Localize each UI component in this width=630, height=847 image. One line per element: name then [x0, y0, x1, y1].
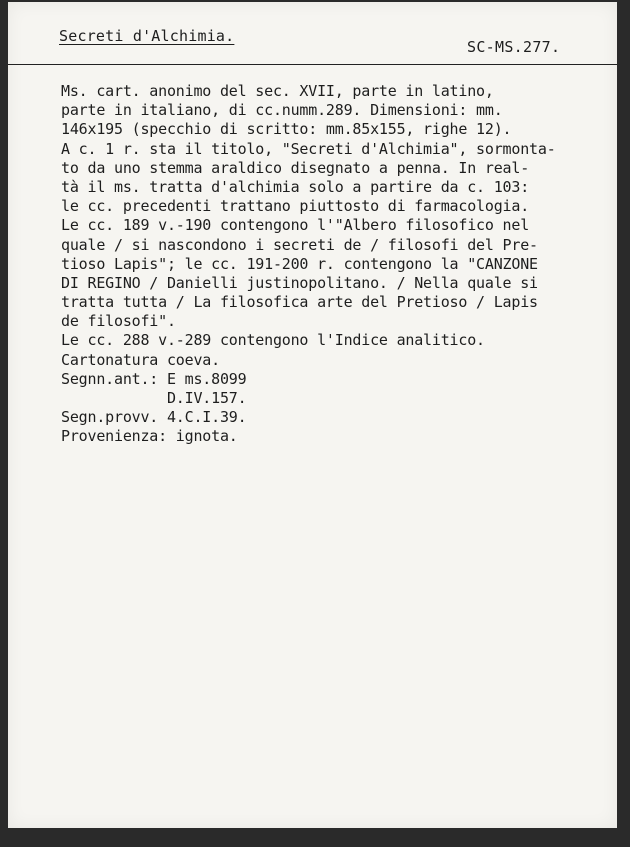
shelfmark: SC-MS.277. [467, 38, 561, 56]
description-line: Ms. cart. anonimo del sec. XVII, parte in latino, [61, 82, 494, 100]
description-line: Provenienza: ignota. [61, 427, 238, 446]
description-line: le cc. precedenti trattano piuttosto di farmacologia. [61, 197, 530, 216]
description-line: DI REGINO / Danielli justinopolitano. / Nella quale si [61, 273, 538, 292]
description-line: tratta tutta / La filosofica arte del Pretioso / Lapis [61, 293, 538, 312]
description-line: de filosofi". [61, 312, 176, 331]
description-line: to da uno stemma araldico disegnato a penna. In real- [61, 158, 530, 177]
description-line: Segnn.ant.: E ms.8099 [61, 369, 247, 388]
description-line: tà il ms. tratta d'alchimia solo a partire da c. 103: [61, 177, 530, 196]
description-line: Le cc. 288 v.-289 contengono l'Indice analitico. [61, 331, 485, 350]
description-line: A c. 1 r. sta il titolo, "Secreti d'Alchimia", sormonta- [61, 139, 556, 158]
description-line: quale / si nascondono i secreti de / filosofi del Pre- [61, 235, 538, 254]
catalog-card [8, 2, 617, 828]
description-line: Le cc. 189 v.-190 contengono l'"Albero filosofico nel [61, 216, 530, 235]
description-line: Cartonatura coeva. [61, 350, 220, 369]
description-line: tioso Lapis"; le cc. 191-200 r. contengono la "CANZONE [61, 254, 538, 273]
description-line: D.IV.157. [61, 389, 247, 407]
description-line: 146x195 (specchio di scritto: mm.85x155, righe 12). [61, 120, 512, 139]
card-title: Secreti d'Alchimia. [59, 27, 235, 45]
card-description [61, 82, 617, 447]
description-line: Segn.provv. 4.C.I.39. [61, 408, 247, 427]
description-line: parte in italiano, di cc.numm.289. Dimensioni: mm. [61, 101, 503, 120]
header-divider [8, 64, 617, 65]
